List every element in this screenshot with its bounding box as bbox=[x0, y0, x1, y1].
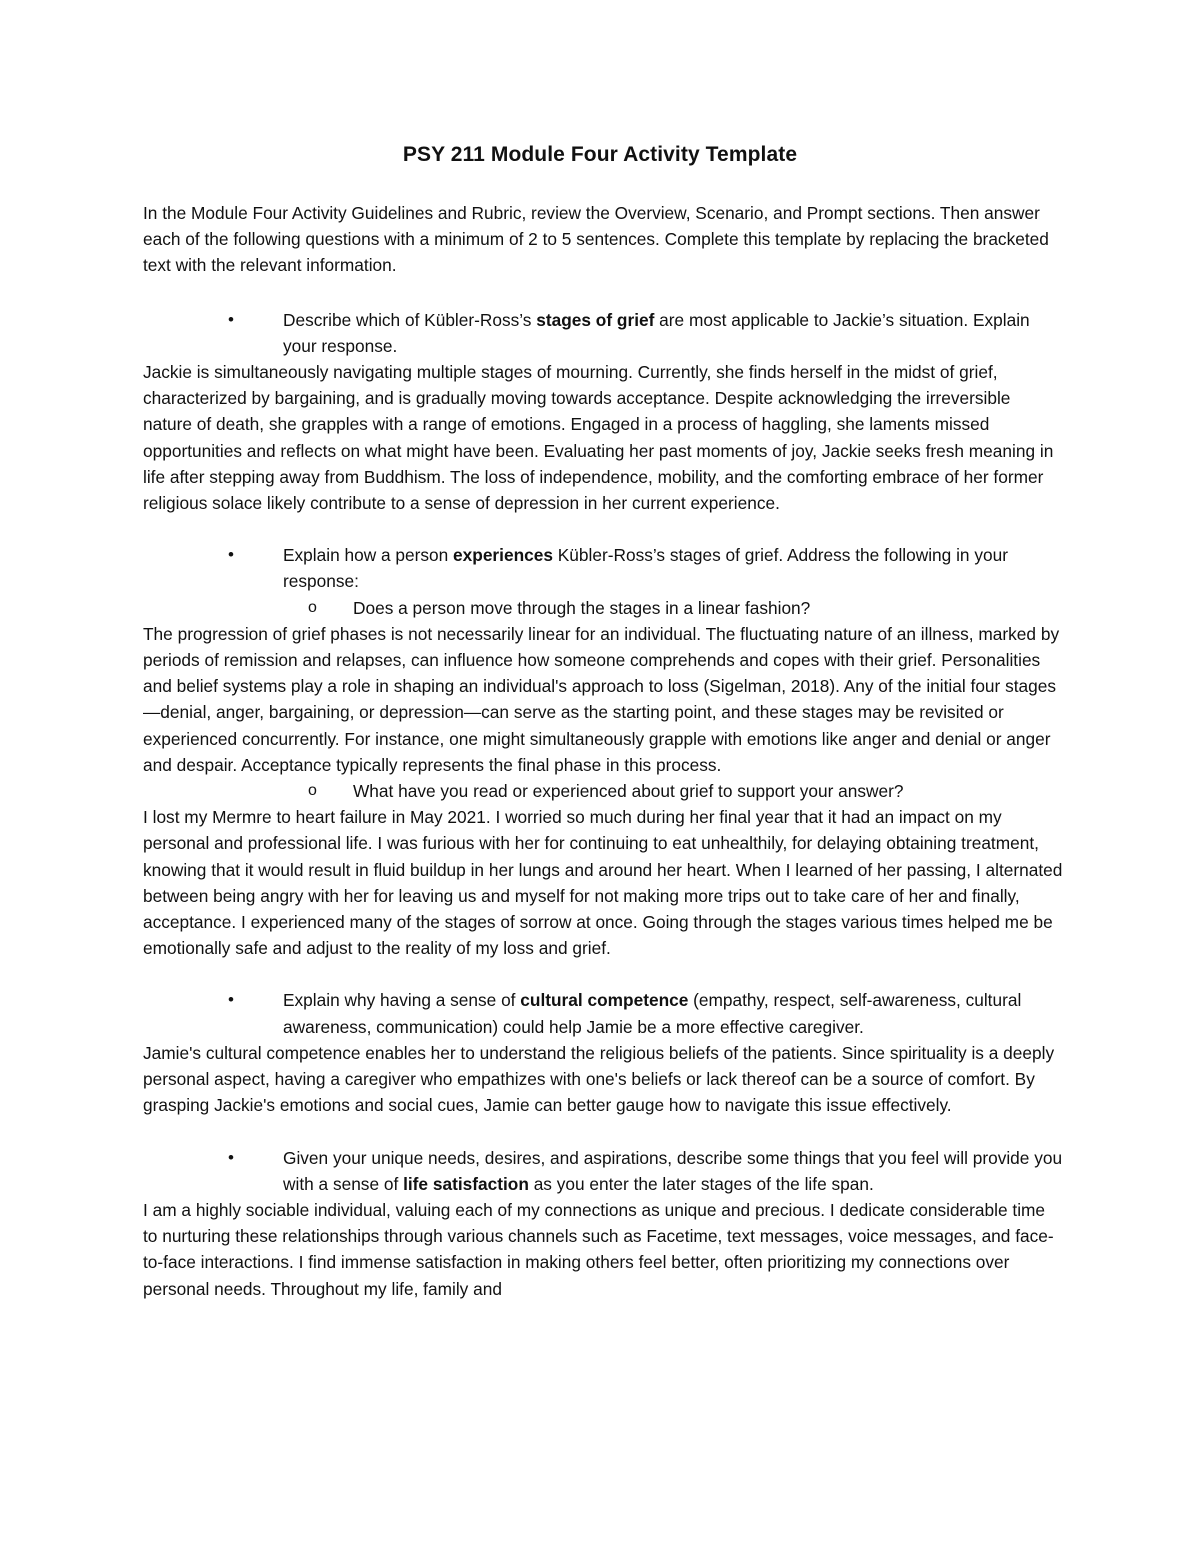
document-title: PSY 211 Module Four Activity Template bbox=[402, 143, 798, 166]
question-1-keyword: stages of grief bbox=[536, 309, 655, 330]
question-2b-text: What have you read or experienced about grief to support your answer? bbox=[353, 781, 904, 802]
answer-1: Jackie is simultaneously navigating multiple stages of mourning. Currently, she finds herself in the midst of grief, characterized by bargaining, and is gradually moving towards acceptance. Despite acknowledging the irreversible nature of death, she grapples with a range of emotions. Engaged in a process of haggling, she laments missed opportunities and reflects on what might have been. Evaluating her past moments of joy, Jackie seeks fresh meaning in life after stepping away from Buddhism. The loss of independence, mobility, and the comforting embrace of her former religious solace likely contribute to a sense of depression in her current experience. bbox=[143, 362, 1054, 514]
question-3-text-after: (empathy, respect, self-awareness, cultural awareness, communication) could help Jamie be a more effective caregiver. bbox=[283, 990, 1022, 1037]
question-2b bbox=[143, 778, 1063, 804]
answer-3: Jamie's cultural competence enables her to understand the religious beliefs of the patients. Since spirituality is a deeply personal aspect, having a caregiver who empathizes with one's beliefs or lack thereof can be a source of comfort. By grasping Jackie's emotions and social cues, Jamie can better gauge how to navigate this issue effectively. bbox=[143, 1042, 1055, 1116]
sub-bullet-icon: o bbox=[308, 782, 317, 800]
question-2a-text: Does a person move through the stages in a linear fashion? bbox=[353, 597, 811, 618]
question-2 bbox=[143, 542, 1063, 594]
question-1 bbox=[143, 307, 1063, 359]
sub-bullet-icon: o bbox=[308, 598, 317, 616]
answer-2b: I lost my Mermre to heart failure in May 2021. I worried so much during her final year that it had an impact on my personal and professional life. I was furious with her for continuing to eat unhealthily, for delaying obtaining treatment, knowing that it would result in fluid buildup in her lungs and around her heart. When I learned of her passing, I alternated between being angry with her for leaving us and myself for not making more trips out to take care of her and finally, acceptance. I experienced many of the stages of sorrow at once. Going through the stages various times helped me be emotionally safe and adjust to the reality of my loss and grief. bbox=[143, 807, 1063, 959]
question-1-text-before: Describe which of Kübler-Ross’s bbox=[283, 309, 537, 330]
question-1-text-after: are most applicable to Jackie’s situation. Explain your response. bbox=[283, 309, 1030, 356]
question-2-text-before: Explain how a person bbox=[283, 545, 454, 566]
intro-paragraph: In the Module Four Activity Guidelines and Rubric, review the Overview, Scenario, and Prompt sections. Then answer each of the following questions with a minimum of 2 to 5 sentences. Complete this template by replacing the bracketed text with the relevant information. bbox=[143, 203, 1049, 276]
question-4 bbox=[143, 1145, 1063, 1197]
question-3 bbox=[143, 987, 1063, 1039]
answer-4: I am a highly sociable individual, valuing each of my connections as unique and precious. I dedicate considerable time to nurturing these relationships through various channels such as Facetime, text messages, voice messages, and face-to-face interactions. I find immense satisfaction in making others feel better, often prioritizing my connections over personal needs. Throughout my life, family and bbox=[143, 1199, 1054, 1299]
question-3-keyword: cultural competence bbox=[520, 990, 689, 1011]
question-4-text-before: Given your unique needs, desires, and aspirations, describe some things that you feel will provide you with a sense of bbox=[283, 1147, 1063, 1194]
question-2a bbox=[143, 595, 1063, 621]
answer-2a: The progression of grief phases is not necessarily linear for an individual. The fluctuating nature of an illness, marked by periods of remission and relapses, can influence how someone comprehends and copes with their grief. Personalities and belief systems play a role in shaping an individual's approach to loss (Sigelman, 2018). Any of the initial four stages—denial, anger, bargaining, or depression—can serve as the starting point, and these stages may be revisited or experienced concurrently. For instance, one might simultaneously grapple with emotions like anger and denial or anger and despair. Acceptance typically represents the final phase in this process. bbox=[143, 623, 1060, 775]
question-4-text-after: as you enter the later stages of the life span. bbox=[528, 1173, 874, 1194]
question-2-keyword: experiences bbox=[453, 545, 553, 566]
document-body bbox=[143, 200, 1063, 1302]
question-2-text-after: Kübler-Ross’s stages of grief. Address the following in your response: bbox=[283, 545, 1008, 592]
question-3-text-before: Explain why having a sense of bbox=[283, 990, 521, 1011]
question-4-keyword: life satisfaction bbox=[403, 1173, 529, 1194]
